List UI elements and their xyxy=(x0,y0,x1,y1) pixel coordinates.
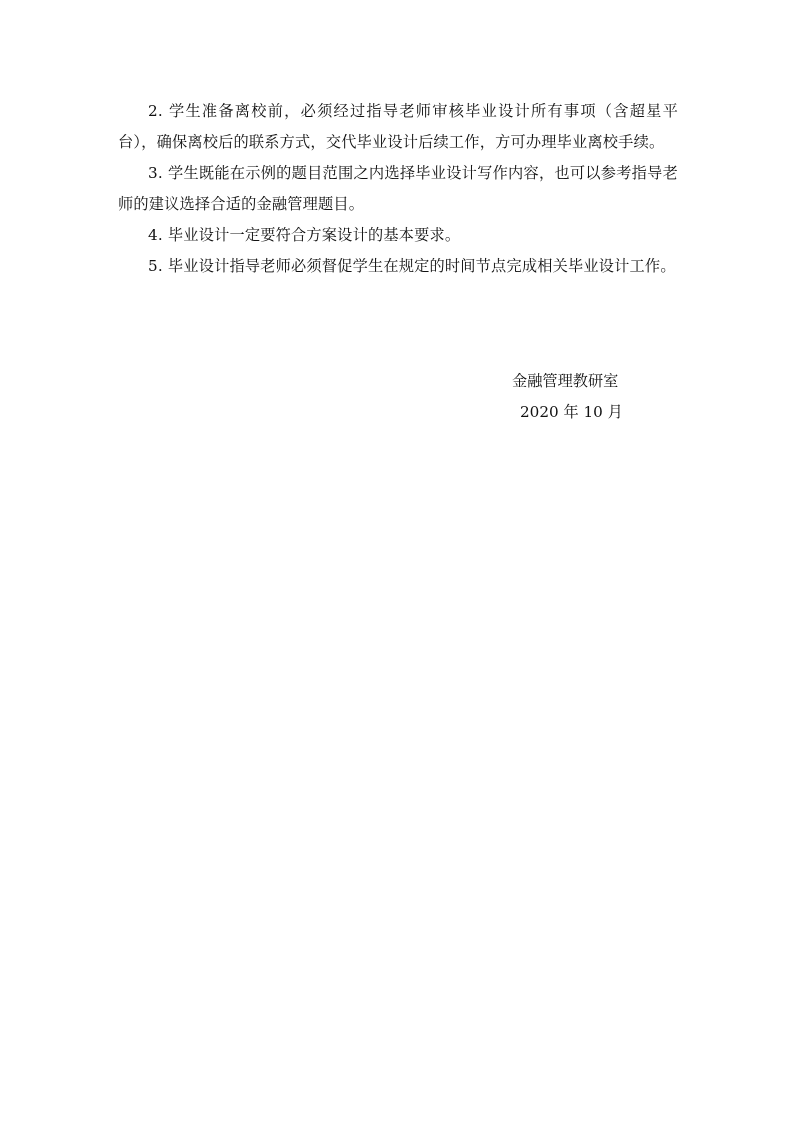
requirements-list xyxy=(118,96,678,282)
department-name: 金融管理教研室 xyxy=(512,372,619,390)
requirement-item-2: 2. 学生准备离校前，必须经过指导老师审核毕业设计所有事项（含超星平台），确保离校后的联系方式，交代毕业设计后续工作，方可办理毕业离校手续。 xyxy=(118,102,678,151)
requirement-item-4: 4. 毕业设计一定要符合方案设计的基本要求。 xyxy=(148,226,461,244)
requirement-item-5: 5. 毕业设计指导老师必须督促学生在规定的时间节点完成相关毕业设计工作。 xyxy=(148,257,676,275)
requirement-item-3: 3. 学生既能在示例的题目范围之内选择毕业设计写作内容，也可以参考指导老师的建议选择合适的金融管理题目。 xyxy=(118,164,678,213)
signature-block xyxy=(512,366,712,428)
signature-date: 2020 年 10 月 xyxy=(520,403,623,421)
